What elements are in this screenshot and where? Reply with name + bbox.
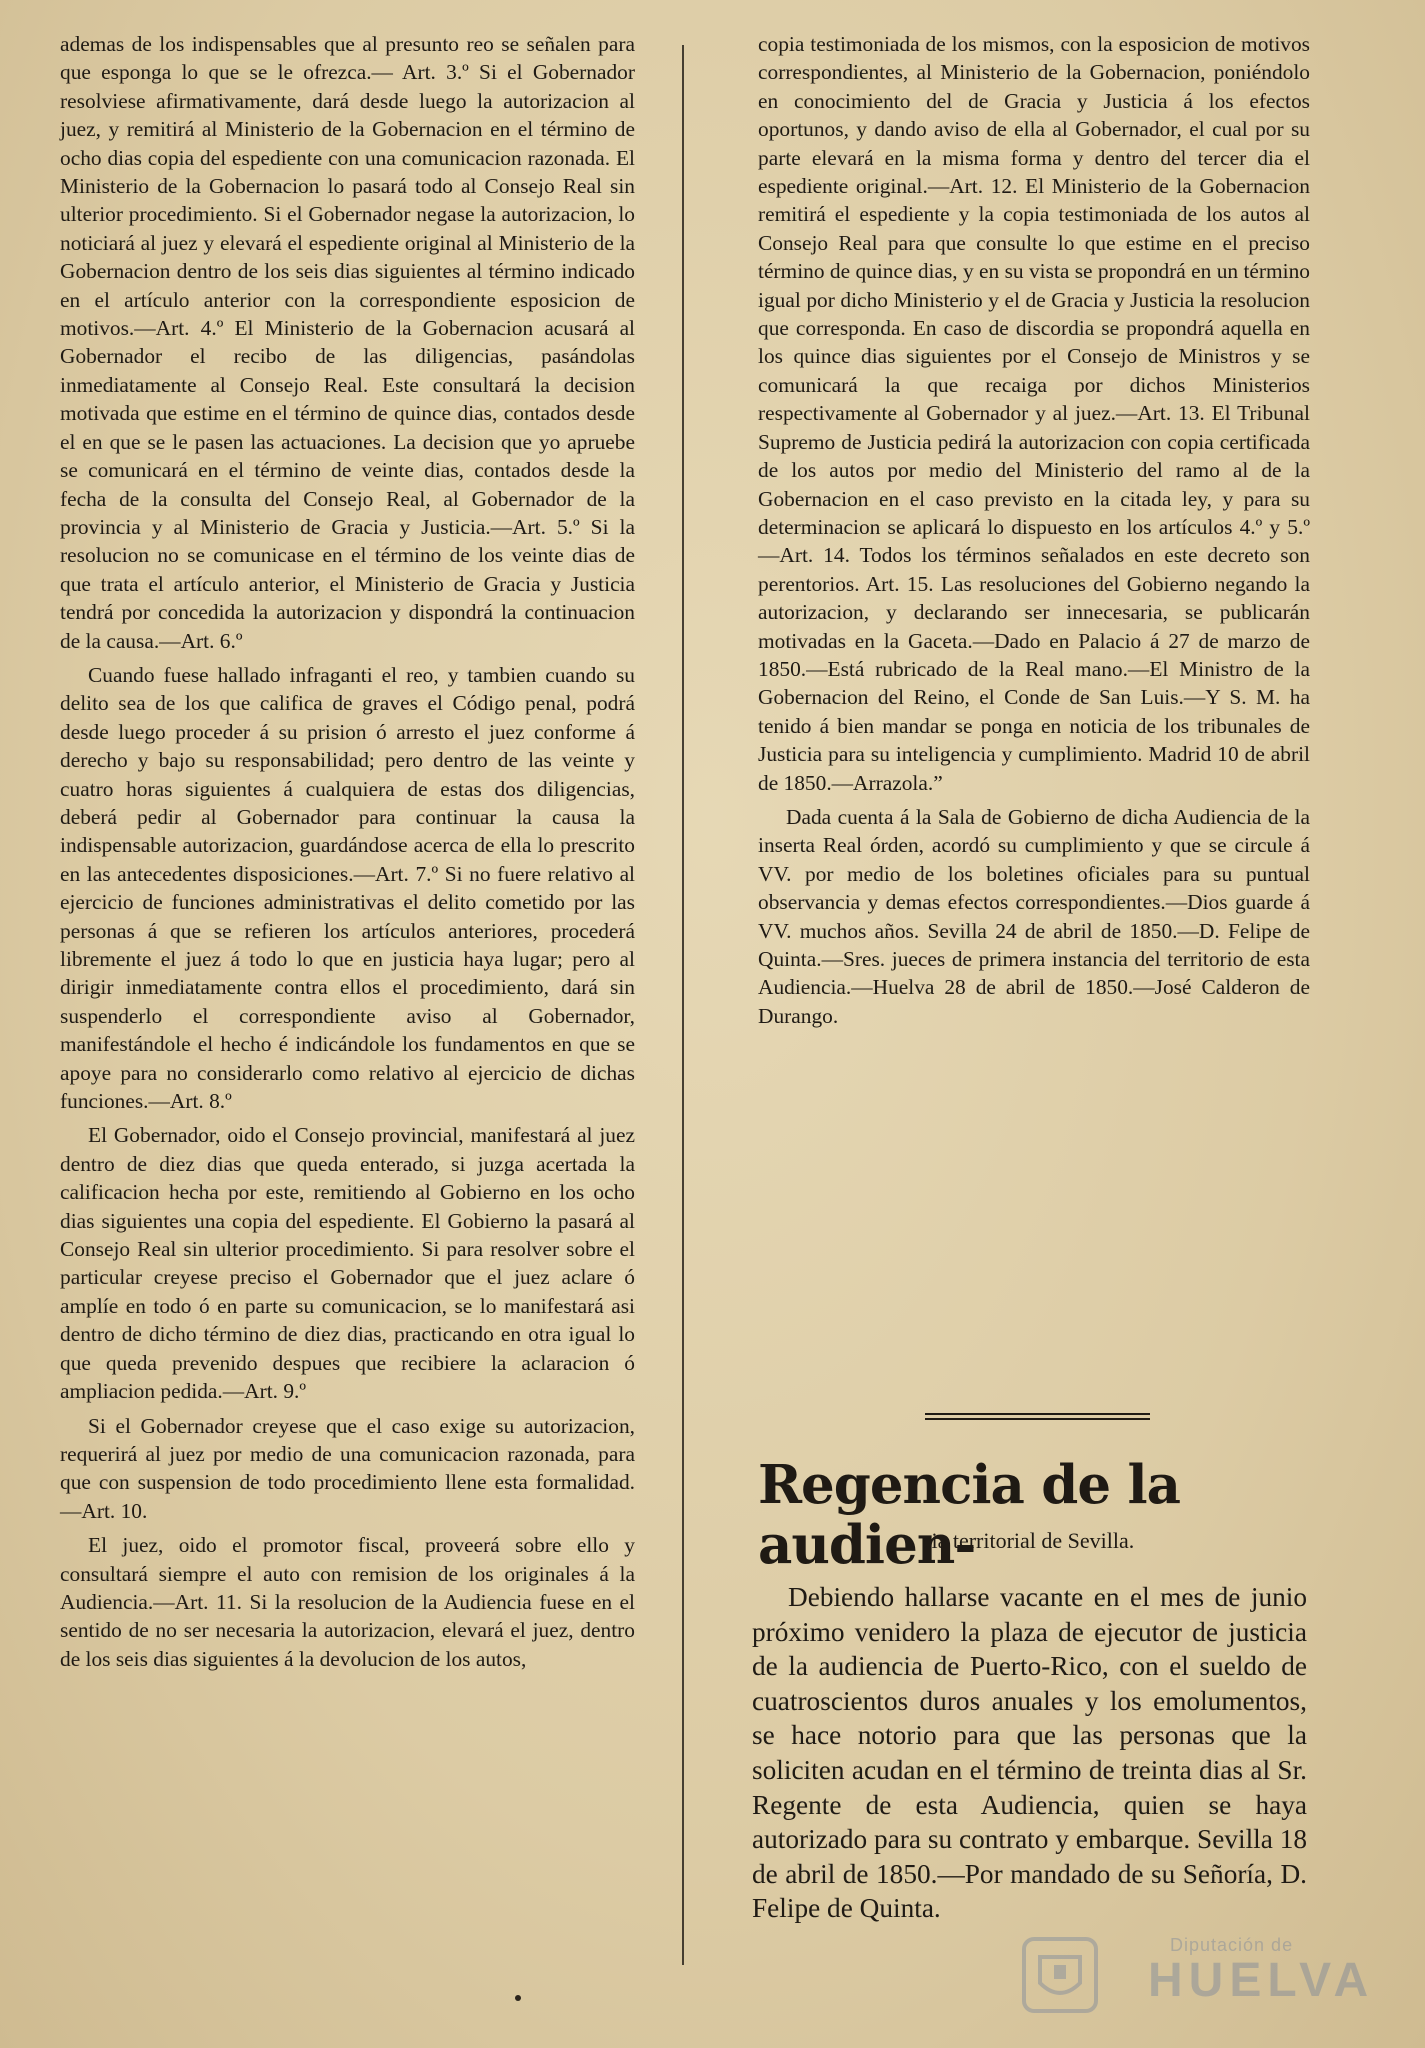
archive-watermark bbox=[1020, 1935, 1375, 2015]
left-paragraph-2: Cuando fuese hallado infraganti el reo, y tambien cuando su delito sea de los que califica de graves el Código penal, podrá desde luego proceder á su prision ó arresto el juez conforme á derecho y bajo su responsabilidad; pero dentro de las veinte y cuatro horas siguientes á cualquiera de estas dos diligencias, deberá pedir al Gobernador para continuar la causa la indispensable autorizacion, guardándose acerca de ella lo prescrito en las antecedentes disposiciones.—Art. 7.º Si no fuere relativo al ejercicio de funciones administrativas el delito cometido por las personas á que se refieren los artículos anteriores, procederá libremente el juez á todo lo que en justicia haya lugar; pero al dirigir inmediatamente contra ellos el procedimiento, dará sin suspenderlo el correspondiente aviso al Gobernador, manifestándole el hecho é indicándole los fundamentos en que se apoye para no considerarlo como relativo al ejercicio de dichas funciones.—Art. 8.º bbox=[60, 662, 635, 1114]
column-divider-rule bbox=[682, 45, 684, 1965]
section-divider bbox=[925, 1413, 1150, 1425]
shield-icon bbox=[1020, 1935, 1100, 2015]
vacancy-notice-text: Debiendo hallarse vacante en el mes de junio próximo venidero la plaza de ejecutor de justicia de la audiencia de Puerto-Rico, con el sueldo de cuatroscientos duros anuales y los emolumentos, se hace notorio para que las personas que la soliciten acudan en el término de treinta dias al Sr. Regente de esta Audiencia, quien se haya autorizado para su contrato y embarque. Sevilla 18 de abril de 1850.—Por mandado de su Señoría, D. Felipe de Quinta. bbox=[752, 1582, 1307, 1924]
watermark-top-text: Diputación de bbox=[1170, 1935, 1294, 1955]
section-subtitle: cia territorial de Sevilla. bbox=[921, 1528, 1135, 1553]
right-column bbox=[758, 30, 1310, 1036]
vacancy-notice bbox=[752, 1580, 1307, 1926]
left-paragraph-4: Si el Gobernador creyese que el caso exige su autorizacion, requerirá al juez por medio de una comunicacion razonada, para que con suspension de todo procedimiento llene esta formalidad.—Art. 10. bbox=[60, 1413, 635, 1523]
section-title: Regencia de la audien- bbox=[758, 1454, 1180, 1576]
print-dot bbox=[515, 1995, 521, 2001]
left-paragraph-3: El Gobernador, oido el Consejo provincial, manifestará al juez dentro de diez dias que queda enterado, si juzga acertada la calificacion hecha por este, remitiendo al Gobierno en los ocho dias siguientes una copia del espediente. El Gobierno la pasará al Consejo Real sin ulterior procedimiento. Si para resolver sobre el particular creyese preciso el Gobernador que el juez aclare ó amplíe en todo ó en parte su comunicacion, se lo manifestará asi dentro de dicho término de diez dias, practicando en otra igual lo que queda prevenido despues que recibiere la aclaracion ó ampliacion pedida.—Art. 9.º bbox=[60, 1123, 635, 1404]
left-paragraph-1: ademas de los indispensables que al presunto reo se señalen para que esponga lo que se le ofrezca.— Art. 3.º Si el Gobernador resolviese afirmativamente, dará desde luego la autorizacion al juez, y remitirá al Ministerio de la Gobernacion en el término de ocho dias copia del espediente con una comunicacion razonada. El Ministerio de la Gobernacion lo pasará todo al Consejo Real sin ulterior procedimiento. Si el Gobernador negase la autorizacion, lo noticiará al juez y elevará el espediente original al Ministerio de la Gobernacion dentro de los seis dias siguientes al término indicado en el artículo anterior con la correspondiente esposicion de motivos.—Art. 4.º El Ministerio de la Gobernacion acusará al Gobernador el recibo de las diligencias, pasándolas inmediatamente al Consejo Real. Este consultará la decision motivada que estime en el término de quince dias, contados desde el en que se le pasen las actuaciones. La decision que yo apruebe se comunicará en el término de veinte dias, contados desde la fecha de la consulta del Consejo Real, al Gobernador de la provincia y al Ministerio de Gracia y Justicia.—Art. 5.º Si la resolucion no se comunicase en el término de los veinte dias de que trata el artículo anterior, el Ministerio de Gracia y Justicia tendrá por concedida la autorizacion y dispondrá la continuacion de la causa.—Art. 6.º bbox=[60, 32, 635, 653]
left-paragraph-5: El juez, oido el promotor fiscal, proveerá sobre ello y consultará siempre el auto con remision de los originales á la Audiencia.—Art. 11. Si la resolucion de la Audiencia fuese en el sentido de no ser necesaria la autorizacion, elevará el juez, dentro de los seis dias siguientes á la devolucion de los autos, bbox=[60, 1533, 635, 1671]
right-paragraph-2: Dada cuenta á la Sala de Gobierno de dicha Audiencia de la inserta Real órden, acordó su cumplimiento y que se circule á VV. por medio de los boletines oficiales para su puntual observancia y demas efectos correspondientes.—Dios guarde á VV. muchos años. Sevilla 24 de abril de 1850.—D. Felipe de Quinta.—Sres. jueces de primera instancia del territorio de esta Audiencia.—Huelva 28 de abril de 1850.—José Calderon de Durango. bbox=[758, 804, 1310, 1028]
watermark-main-text: HUELVA bbox=[1148, 1954, 1375, 2007]
right-paragraph-1: copia testimoniada de los mismos, con la esposicion de motivos correspondientes, al Ministerio de la Gobernacion, poniéndolo en conocimiento del de Gracia y Justicia á los efectos oportunos, y dando aviso de ella al Gobernador, el cual por su parte elevará en la misma forma y dentro del tercer dia el espediente original.—Art. 12. El Ministerio de la Gobernacion remitirá el espediente y la copia testimoniada de los autos al Consejo Real para que consulte lo que estime en el preciso término de quince dias, y en su vista se propondrá en un término igual por dicho Ministerio y el de Gracia y Justicia la resolucion que corresponda. En caso de discordia se propondrá aquella en los quince dias siguientes por el Consejo de Ministros y se comunicará la que recaiga por dichos Ministerios respectivamente al Gobernador y al juez.—Art. 13. El Tribunal Supremo de Justicia pedirá la autorizacion con copia certificada de los autos por medio del Ministerio del ramo al de la Gobernacion en el caso previsto en la citada ley, y para su determinacion se aplicará lo dispuesto en los artículos 4.º y 5.º—Art. 14. Todos los términos señalados en este decreto son perentorios. Art. 15. Las resoluciones del Gobierno negando la autorizacion, y declarando ser innecesaria, se publicarán motivadas en la Gaceta.—Dado en Palacio á 27 de marzo de 1850.—Está rubricado de la Real mano.—El Ministro de la Gobernacion del Reino, el Conde de San Luis.—Y S. M. ha tenido á bien mandar se ponga en noticia de los tribunales de Justicia para su inteligencia y cumplimiento. Madrid 10 de abril de 1850.—Arrazola.” bbox=[758, 32, 1310, 795]
left-column bbox=[60, 30, 635, 1679]
